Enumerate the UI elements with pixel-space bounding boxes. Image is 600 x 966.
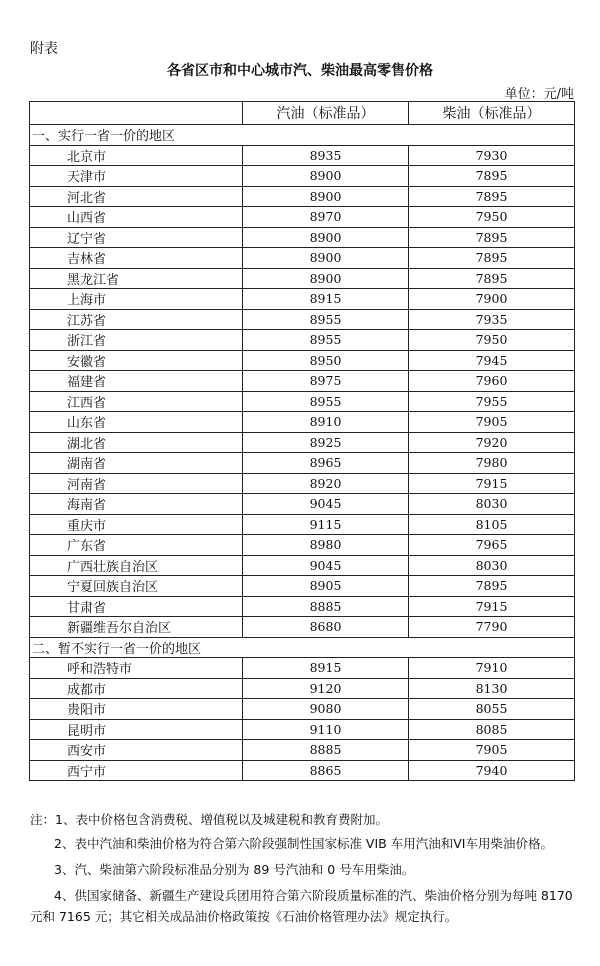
diesel-price: 7915 (409, 473, 575, 494)
region-name: 西安市 (30, 740, 243, 761)
table-row (30, 494, 575, 515)
appendix-label: 附表 (30, 41, 58, 57)
diesel-price: 7965 (409, 535, 575, 556)
table-row (30, 371, 575, 392)
gasoline-price: 9110 (243, 719, 409, 740)
gasoline-price: 8680 (243, 617, 409, 638)
unit-label: 单位：元/吨 (504, 87, 574, 102)
table-row (30, 535, 575, 556)
gasoline-price: 8950 (243, 350, 409, 371)
region-name: 上海市 (30, 289, 243, 310)
gasoline-price: 8920 (243, 473, 409, 494)
region-name: 湖北省 (30, 432, 243, 453)
diesel-price: 7950 (409, 330, 575, 351)
table-row (30, 330, 575, 351)
region-name: 广西壮族自治区 (30, 555, 243, 576)
diesel-price: 7895 (409, 186, 575, 207)
section-row (30, 637, 575, 658)
gasoline-price: 9115 (243, 514, 409, 535)
diesel-price: 8105 (409, 514, 575, 535)
gasoline-price: 8955 (243, 330, 409, 351)
gasoline-price: 8900 (243, 268, 409, 289)
table-row (30, 473, 575, 494)
table-row (30, 760, 575, 781)
gasoline-price: 8885 (243, 596, 409, 617)
gasoline-price: 8915 (243, 289, 409, 310)
gasoline-price: 8970 (243, 207, 409, 228)
diesel-price: 8030 (409, 494, 575, 515)
table-row (30, 289, 575, 310)
table-row (30, 166, 575, 187)
gasoline-price: 9120 (243, 678, 409, 699)
gasoline-price: 8865 (243, 760, 409, 781)
gasoline-price: 8885 (243, 740, 409, 761)
diesel-price: 7905 (409, 740, 575, 761)
region-name: 宁夏回族自治区 (30, 576, 243, 597)
note-4: 4、供国家储备、新疆生产建设兵团用符合第六阶段质量标准的汽、柴油价格分别为每吨 8170 元和 7165 元；其它相关成品油价格政策按《石油价格管理办法》规定执行。 (30, 888, 573, 924)
table-row (30, 248, 575, 269)
gasoline-price: 9080 (243, 699, 409, 720)
region-name: 河南省 (30, 473, 243, 494)
table-row (30, 145, 575, 166)
table-row (30, 678, 575, 699)
diesel-price: 7900 (409, 289, 575, 310)
diesel-price: 7940 (409, 760, 575, 781)
table-row (30, 555, 575, 576)
region-name: 贵阳市 (30, 699, 243, 720)
diesel-price: 7980 (409, 453, 575, 474)
gasoline-price: 8955 (243, 309, 409, 330)
header-region (30, 102, 243, 125)
diesel-price: 7920 (409, 432, 575, 453)
diesel-price: 7895 (409, 248, 575, 269)
diesel-price: 7945 (409, 350, 575, 371)
table-row (30, 740, 575, 761)
region-name: 成都市 (30, 678, 243, 699)
gasoline-price: 8915 (243, 658, 409, 679)
section-title: 一、实行一省一价的地区 (30, 125, 575, 146)
diesel-price: 7935 (409, 309, 575, 330)
diesel-price: 7895 (409, 166, 575, 187)
table-row (30, 268, 575, 289)
table-row (30, 453, 575, 474)
table-row (30, 412, 575, 433)
gasoline-price: 8935 (243, 145, 409, 166)
region-name: 重庆市 (30, 514, 243, 535)
region-name: 安徽省 (30, 350, 243, 371)
diesel-price: 8130 (409, 678, 575, 699)
region-name: 山西省 (30, 207, 243, 228)
table-row (30, 719, 575, 740)
notes (30, 809, 578, 927)
table-row (30, 186, 575, 207)
diesel-price: 8030 (409, 555, 575, 576)
diesel-price: 8055 (409, 699, 575, 720)
table-row (30, 658, 575, 679)
table-row (30, 617, 575, 638)
gasoline-price: 9045 (243, 555, 409, 576)
table-row (30, 391, 575, 412)
gasoline-price: 8965 (243, 453, 409, 474)
gasoline-price: 8925 (243, 432, 409, 453)
table-row (30, 514, 575, 535)
gasoline-price: 8900 (243, 166, 409, 187)
gasoline-price: 8900 (243, 248, 409, 269)
gasoline-price: 8980 (243, 535, 409, 556)
gasoline-price: 8905 (243, 576, 409, 597)
table-row (30, 699, 575, 720)
region-name: 西宁市 (30, 760, 243, 781)
region-name: 甘肃省 (30, 596, 243, 617)
table-row (30, 309, 575, 330)
diesel-price: 8085 (409, 719, 575, 740)
diesel-price: 7895 (409, 268, 575, 289)
region-name: 山东省 (30, 412, 243, 433)
note-3: 3、汽、柴油第六阶段标准品分别为 89 号汽油和 0 号车用柴油。 (54, 862, 415, 877)
table-row (30, 576, 575, 597)
gasoline-price: 8900 (243, 227, 409, 248)
region-name: 昆明市 (30, 719, 243, 740)
table-row (30, 432, 575, 453)
region-name: 河北省 (30, 186, 243, 207)
note-1: 注：1、表中价格包含消费税、增值税以及城建税和教育费附加。 (30, 812, 388, 827)
gasoline-price: 8900 (243, 186, 409, 207)
document-title: 各省区市和中心城市汽、柴油最高零售价格 (167, 63, 433, 79)
gasoline-price: 8910 (243, 412, 409, 433)
table-row (30, 207, 575, 228)
region-name: 北京市 (30, 145, 243, 166)
note-2: 2、表中汽油和柴油价格为符合第六阶段强制性国家标准 VIB 车用汽油和VI车用柴油价格。 (54, 836, 553, 851)
table-row (30, 350, 575, 371)
region-name: 天津市 (30, 166, 243, 187)
diesel-price: 7905 (409, 412, 575, 433)
diesel-price: 7895 (409, 576, 575, 597)
diesel-price: 7960 (409, 371, 575, 392)
gasoline-price: 9045 (243, 494, 409, 515)
region-name: 呼和浩特市 (30, 658, 243, 679)
region-name: 湖南省 (30, 453, 243, 474)
table-header-row (30, 102, 575, 125)
header-gasoline: 汽油（标准品） (243, 102, 409, 125)
region-name: 江苏省 (30, 309, 243, 330)
diesel-price: 7950 (409, 207, 575, 228)
diesel-price: 7895 (409, 227, 575, 248)
section-title: 二、暂不实行一省一价的地区 (30, 637, 575, 658)
region-name: 江西省 (30, 391, 243, 412)
table-row (30, 227, 575, 248)
diesel-price: 7915 (409, 596, 575, 617)
gasoline-price: 8955 (243, 391, 409, 412)
region-name: 黑龙江省 (30, 268, 243, 289)
region-name: 吉林省 (30, 248, 243, 269)
header-diesel: 柴油（标准品） (409, 102, 575, 125)
table-row (30, 596, 575, 617)
region-name: 辽宁省 (30, 227, 243, 248)
region-name: 福建省 (30, 371, 243, 392)
region-name: 海南省 (30, 494, 243, 515)
region-name: 广东省 (30, 535, 243, 556)
diesel-price: 7930 (409, 145, 575, 166)
region-name: 浙江省 (30, 330, 243, 351)
diesel-price: 7955 (409, 391, 575, 412)
price-table (29, 101, 575, 781)
region-name: 新疆维吾尔自治区 (30, 617, 243, 638)
section-row (30, 125, 575, 146)
diesel-price: 7790 (409, 617, 575, 638)
diesel-price: 7910 (409, 658, 575, 679)
table-body (30, 125, 575, 781)
gasoline-price: 8975 (243, 371, 409, 392)
